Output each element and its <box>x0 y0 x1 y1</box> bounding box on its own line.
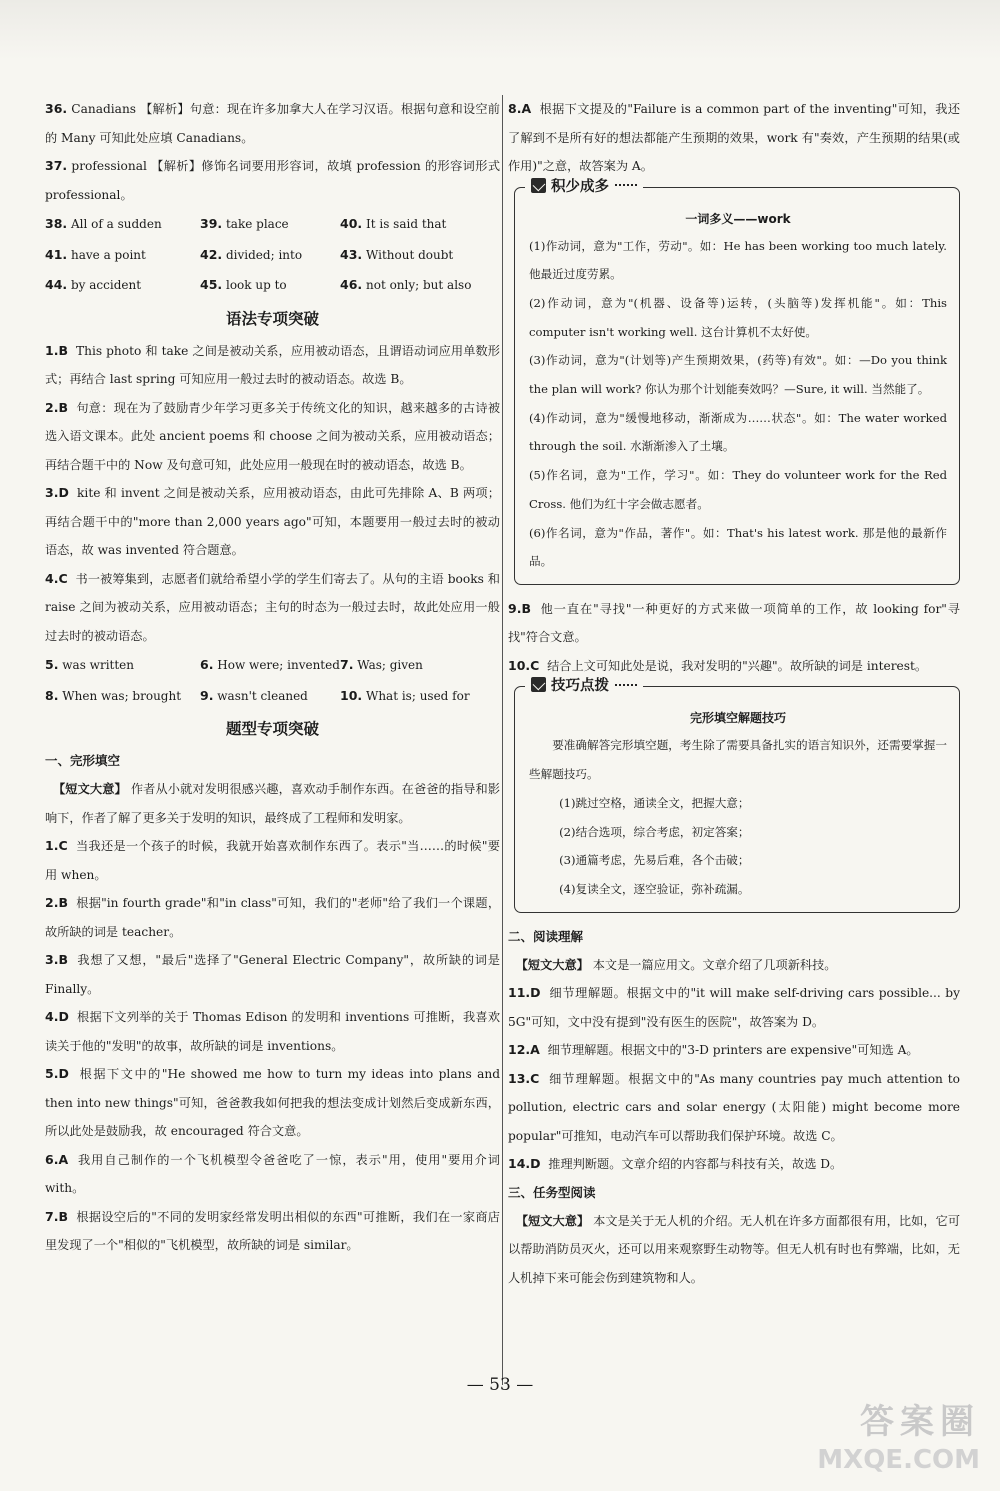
skill-tip-box <box>514 678 960 912</box>
cloze-answer-4: 4.D 根据下文列举的关于 Thomas Edison 的发明和 inventions 可推断，我喜欢读关于他的"发明"的故事，故所缺的词是 inventions。 <box>45 1009 501 1053</box>
box-line: (4)作动词，意为"缓慢地移动，渐渐成为……状态"。如：The water worked through the soil. 水渐渐渗入了土壤。 <box>529 410 947 454</box>
cloze-answer-1: 1.C 当我还是一个孩子的时候，我就开始喜欢制作东西了。表示"当……的时候"要用 when。 <box>45 838 500 882</box>
box-line: (1)作动词，意为"工作，劳动"。如：He has been working too much lately. 他最近过度劳累。 <box>529 238 947 282</box>
answer-row: 38. All of a sudden 39. take place 40. It is said that <box>45 216 447 231</box>
left-column <box>45 95 500 1260</box>
cloze-answer-8: 8.A 根据下文提及的"Failure is a common part of the inventing"可知，我还了解到不是所有好的想法都能产生预期的效果，work 有"奏效，产生预期的结果(或作用)"之意，故答案为 A。 <box>508 101 961 173</box>
grammar-answer-3: 3.D kite 和 invent 之间是被动关系，应用被动语态，由此可先排除 A、B 两项；再结合题干中的"more than 2,000 years ago"可知，本题要用一般过去时的被动语态，故 was invented 符合题意。 <box>45 485 500 557</box>
box-line: (3)作动词，意为"(计划等)产生预期效果，(药等)有效"。如：—Do you think the plan will work? 你认为那个计划能奏效吗？—Sure, it will. 当然能了。 <box>529 353 947 397</box>
answer-row: 5. was written 6. How were; invented 7. Was; given <box>45 657 423 672</box>
answer-row: 44. by accident 45. look up to 46. not only; but also <box>45 277 472 292</box>
site-watermark <box>770 1400 980 1484</box>
cloze-answer-9: 9.B 他一直在"寻找"一种更好的方式来做一项简单的工作，故 looking for"寻找"符合文意。 <box>508 600 960 645</box>
grammar-answer-2: 2.B 句意：现在为了鼓励青少年学习更多关于传统文化的知识，越来越多的古诗被选入语文课本。此处 ancient poems 和 choose 之间为被动关系，应用被动语态；再结合题干中的 Now 及句意可知，此处应用一般现在时的被动语态，故选 B。 <box>45 399 501 472</box>
reading-summary: 【短文大意】 本文是一篇应用文。文章介绍了几项新科技。 <box>515 957 837 972</box>
answer-grid-38-46 <box>45 209 500 301</box>
arrow-icon <box>615 184 637 186</box>
box-tab <box>525 674 643 695</box>
answer-grid-5-10 <box>45 650 500 711</box>
box-title: 一词多义——work <box>685 211 791 226</box>
box-step: (3)通篇考虑，先易后难，各个击破； <box>559 853 750 868</box>
cloze-answer-10: 10.C 结合上文可知此处是说，我对发明的"兴趣"。故所缺的词是 interest。 <box>508 657 928 673</box>
box-title: 完形填空解题技巧 <box>689 711 786 726</box>
reading-heading: 二、阅读理解 <box>508 928 584 944</box>
grammar-section-title: 语法专项突破 <box>225 309 319 328</box>
answer-36: 36. Canadians 【解析】句意：现在许多加拿大人在学习汉语。根据句意和设空前的 Many 可知此处应填 Canadians。 <box>45 101 500 145</box>
box-step: (1)跳过空格，通读全文，把握大意； <box>559 795 750 810</box>
box-tab <box>525 175 643 196</box>
box-step: (4)复读全文，逐空验证，弥补疏漏。 <box>559 881 750 896</box>
task-summary: 【短文大意】 本文是关于无人机的介绍。无人机在许多方面都很有用，比如，它可以帮助消防员灭火，还可以用来观察野生动物等。但无人机有时也有弊端，比如，无人机掉下来可能会伤到建筑物和人。 <box>508 1213 961 1285</box>
box-line: (6)作名词，意为"作品，著作"。如：That's his latest work. 那是他的最新作品。 <box>529 525 947 569</box>
notebook-icon <box>531 677 546 692</box>
box-step: (2)结合选项，综合考虑，初定答案； <box>559 824 750 839</box>
scan-top-band <box>0 0 1000 60</box>
box-line: (5)作名词，意为"工作，学习"。如：They do volunteer work for the Red Cross. 他们为红十字会做志愿者。 <box>529 468 947 511</box>
types-section-title: 题型专项突破 <box>225 720 319 738</box>
grammar-answer-4: 4.C 书一被筹集到，志愿者们就给希望小学的学生们寄去了。从句的主语 books 和 raise 之间为被动关系，应用被动语态；主句的时态为一般过去时，故此处应用一般过去时的被动语态。 <box>45 570 500 643</box>
watermark-logo: 答案圈 <box>860 1402 980 1442</box>
cloze-answer-5: 5.D 根据下文中的"He showed me how to turn my ideas into plans and then into new things"可知，爸爸教我如何把我的想法变成计划然后变成新东西，所以此处是鼓励我，故 encouraged 符合文意。 <box>45 1066 501 1138</box>
notebook-icon <box>531 178 546 193</box>
right-column <box>508 95 960 1292</box>
cloze-answer-7: 7.B 根据设空后的"不同的发明家经常发明出相似的东西"可推断，我们在一家商店里发现了一个"相似的"飞机模型，故所缺的词是 similar。 <box>45 1208 500 1252</box>
box-tab-label: 技巧点拨 <box>551 678 609 695</box>
cloze-answer-3: 3.B 我想了又想，"最后"选择了"General Electric Company"，故所缺的词是 Finally。 <box>45 952 500 996</box>
reading-answer-11: 11.D 细节理解题。根据文中的"it will make self-driving cars possible... by 5G"可知，文中没有提到"没有医生的医院"，故答案为 D。 <box>508 985 960 1029</box>
reading-answer-14: 14.D 推理判断题。文章介绍的内容都与科技有关，故选 D。 <box>508 1156 843 1172</box>
reading-answer-12: 12.A 细节理解题。根据文中的"3-D printers are expensive"可知选 A。 <box>508 1042 919 1058</box>
box-intro: 要准确解答完形填空题，考生除了需要具备扎实的语言知识外，还需要掌握一些解题技巧。 <box>529 738 947 782</box>
answer-37: 37. professional 【解析】修饰名词要用形容词，故填 profession 的形容词形式 professional。 <box>45 158 501 202</box>
watermark-url: MXQE.COM <box>817 1445 980 1475</box>
cloze-summary: 【短文大意】 作者从小就对发明很感兴趣，喜欢动手制作东西。在爸爸的指导和影响下，作者了解了更多关于发明的知识，最终成了工程师和发明家。 <box>45 782 501 825</box>
page-number: — 53 — <box>466 1375 534 1395</box>
vocabulary-tip-box <box>514 178 960 585</box>
cloze-answer-2: 2.B 根据"in fourth grade"和"in class"可知，我们的"老师"给了我们一个课题，故所缺的词是 teacher。 <box>45 895 501 939</box>
arrow-icon <box>615 684 637 686</box>
cloze-answer-6: 6.A 我用自己制作的一个飞机模型令爸爸吃了一惊，表示"用，使用"要用介词 with。 <box>45 1151 500 1195</box>
grammar-answer-1: 1.B This photo 和 take 之间是被动关系，应用被动语态，且谓语动词应用单数形式；再结合 last spring 可知应用一般过去时的被动语态。故选 B。 <box>45 342 500 386</box>
reading-answer-13: 13.C 细节理解题。根据文中的"As many countries pay much attention to pollution, electric cars and solar energy (太阳能) might become more popular"可推知，电动汽车可以帮助我们保护环境。故选 C。 <box>508 1070 960 1143</box>
box-line: (2)作动词，意为"(机器、设备等)运转，(头脑等)发挥机能"。如：This computer isn't working well. 这台计算机不太好使。 <box>529 295 947 339</box>
task-reading-heading: 三、任务型阅读 <box>508 1184 596 1200</box>
column-divider <box>502 95 503 1385</box>
box-tab-label: 积少成多 <box>551 178 609 195</box>
cloze-heading: 一、完形填空 <box>45 753 121 768</box>
answer-row: 8. When was; brought 9. wasn't cleaned 10. What is; used for <box>45 687 470 703</box>
answer-row: 41. have a point 42. divided; into 43. Without doubt <box>45 246 454 262</box>
